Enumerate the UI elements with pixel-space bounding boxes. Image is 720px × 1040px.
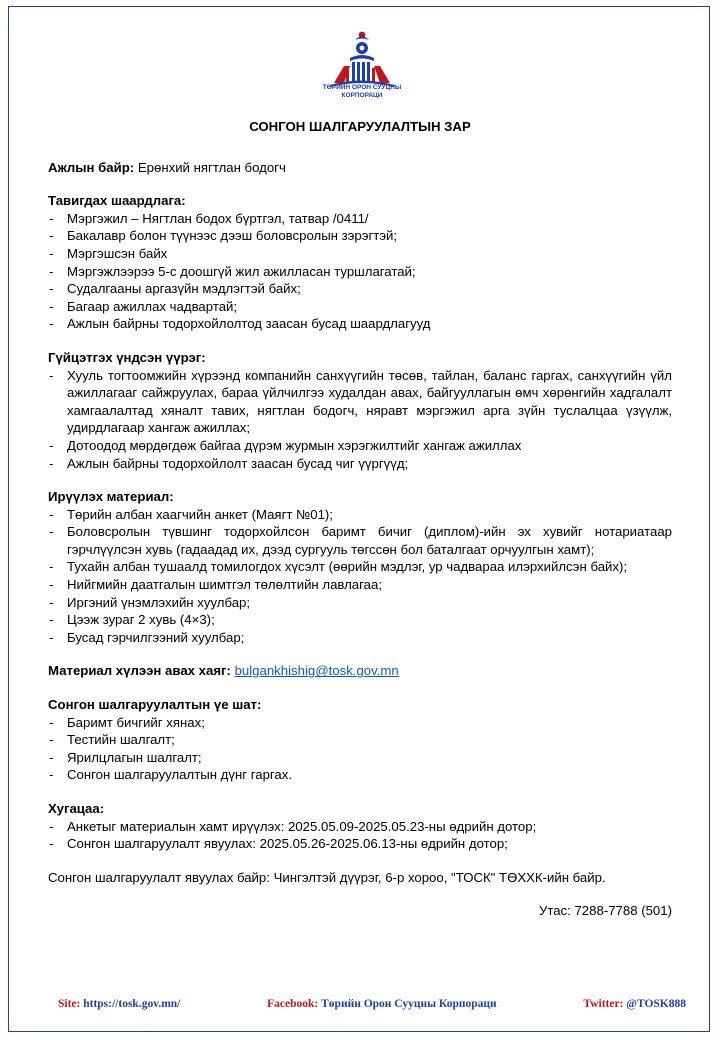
list-item: - Мэргэшсэн байх (48, 245, 672, 263)
logo-text (300, 84, 424, 100)
footer (58, 998, 686, 1010)
list-item: - Цээж зураг 2 хувь (4×3); (48, 611, 672, 629)
logo-line-2: КОРПОРАЦИ (341, 92, 383, 99)
list-item: - Бакалавр болон түүнээс дээш боловсролын зэрэгтэй; (48, 227, 672, 245)
email-label: Материал хүлээн авах хаяг: (48, 663, 231, 679)
list-item: - Иргэний үнэмлэхийн хуулбар; (48, 594, 672, 612)
email-line (48, 662, 672, 680)
list-item: - Боловсролын түвшинг тодорхойлсон баримт бичиг (диплом)-ийн эх хувийг нотариатаар гэрчлүүлсэн хувь (гадаадад их, дээд сургууль төгссөн бол баталгаат орчуулгын хамт); (48, 523, 672, 558)
position-value: Ерөнхий нягтлан бодогч (134, 159, 286, 175)
email-link[interactable]: bulgankhishig@tosk.gov.mn (234, 663, 399, 679)
page-title: СОНГОН ШАЛГАРУУЛАЛТЫН ЗАР (249, 119, 471, 134)
list-item: - Багаар ажиллах чадвартай; (48, 298, 672, 316)
list-item: - Тухайн албан тушаалд томилогдох хүсэлт (өөрийн мэдлэг, ур чадвараа илэрхийлсэн байх); (48, 558, 672, 576)
footer-twitter[interactable]: Twitter: @TOSK888 (583, 998, 686, 1010)
list-item: - Судалгааны аргазүйн мэдлэгтэй байх; (48, 280, 672, 298)
position-label: Ажлын байр: (48, 159, 135, 175)
list-item: - Ажлын байрны тодорхойлолт заасан бусад чиг үүргүүд; (48, 455, 672, 473)
deadline-list (48, 818, 672, 853)
announcement-body (48, 118, 672, 920)
stages-list (48, 714, 672, 784)
list-item: - Нийгмийн даатгалын шимтгэл төлөлтийн лавлагаа; (48, 576, 672, 594)
list-item: - Тестийн шалгалт; (48, 731, 672, 749)
list-item: - Хууль тогтоомжийн хүрээнд компанийн санхүүгийн төсөв, тайлан, баланс гаргах, санхүүгийн үйл ажиллагааг сайжруулах, бараа үйлчилгээ худалдан авах, байгууллагын өмч хөрөнгийн хадгалалт хамгаалалтад хяналт тавих, нягтлан бодогч, няравт мэргэжил арга зүйн туслалцаа үзүүлж, удирдлагаар хангаж ажиллах; (48, 367, 672, 437)
footer-facebook[interactable]: Facebook: Төрийн Орон Сууцны Корпораци (267, 998, 497, 1010)
venue-text: Сонгон шалгаруулалт явуулах байр: Чингэлтэй дүүрэг, 6-р хороо, "ТОСК" ТӨХХК-ийн байр. (48, 869, 606, 885)
requirements-heading: Тавигдах шаардлага: (48, 193, 186, 209)
logo-line-1: ТӨРИЙН ОРОН СУУЦНЫ (322, 84, 402, 91)
duties-list (48, 367, 672, 473)
list-item: - Сонгон шалгаруулалтын дүнг гаргах. (48, 766, 672, 784)
list-item: - Ярилцлагын шалгалт; (48, 749, 672, 767)
footer-site[interactable]: Site: https://tosk.gov.mn/ (58, 998, 181, 1010)
list-item: - Ажлын байрны тодорхойлолтод заасан бусад шаардлагууд (48, 315, 672, 333)
list-item: - Дотоодод мөрдөгдөж байгаа дүрэм журмын хэрэгжилтийг хангаж ажиллах (48, 437, 672, 455)
phone-text: Утас: 7288-7788 (501) (538, 903, 672, 919)
deadline-heading: Хугацаа: (48, 801, 105, 816)
list-item: - Сонгон шалгаруулалт явуулах: 2025.05.26-2025.06.13-ны өдрийн дотор; (48, 835, 672, 853)
list-item: - Төрийн албан хаагчийн анкет (Маягт №01); (48, 506, 672, 524)
stages-heading: Сонгон шалгаруулалтын үе шат: (48, 697, 262, 713)
list-item: - Бусад гэрчилгээний хуулбар; (48, 629, 672, 647)
list-item: - Мэргэжлээрээ 5-с доошгүй жил ажилласан туршлагатай; (48, 263, 672, 281)
duties-heading: Гүйцэтгэх үндсэн үүрэг: (48, 349, 206, 365)
list-item: - Мэргэжил – Нягтлан бодох бүртгэл, татвар /0411/ (48, 210, 672, 228)
materials-list (48, 506, 672, 647)
position-line (48, 159, 672, 177)
list-item: - Баримт бичгийг хянах; (48, 714, 672, 732)
requirements-list (48, 210, 672, 333)
list-item: - Анкетыг материалын хамт ирүүлэх: 2025.05.09-2025.05.23-ны өдрийн дотор; (48, 818, 672, 836)
materials-heading: Ирүүлэх материал: (48, 489, 174, 505)
